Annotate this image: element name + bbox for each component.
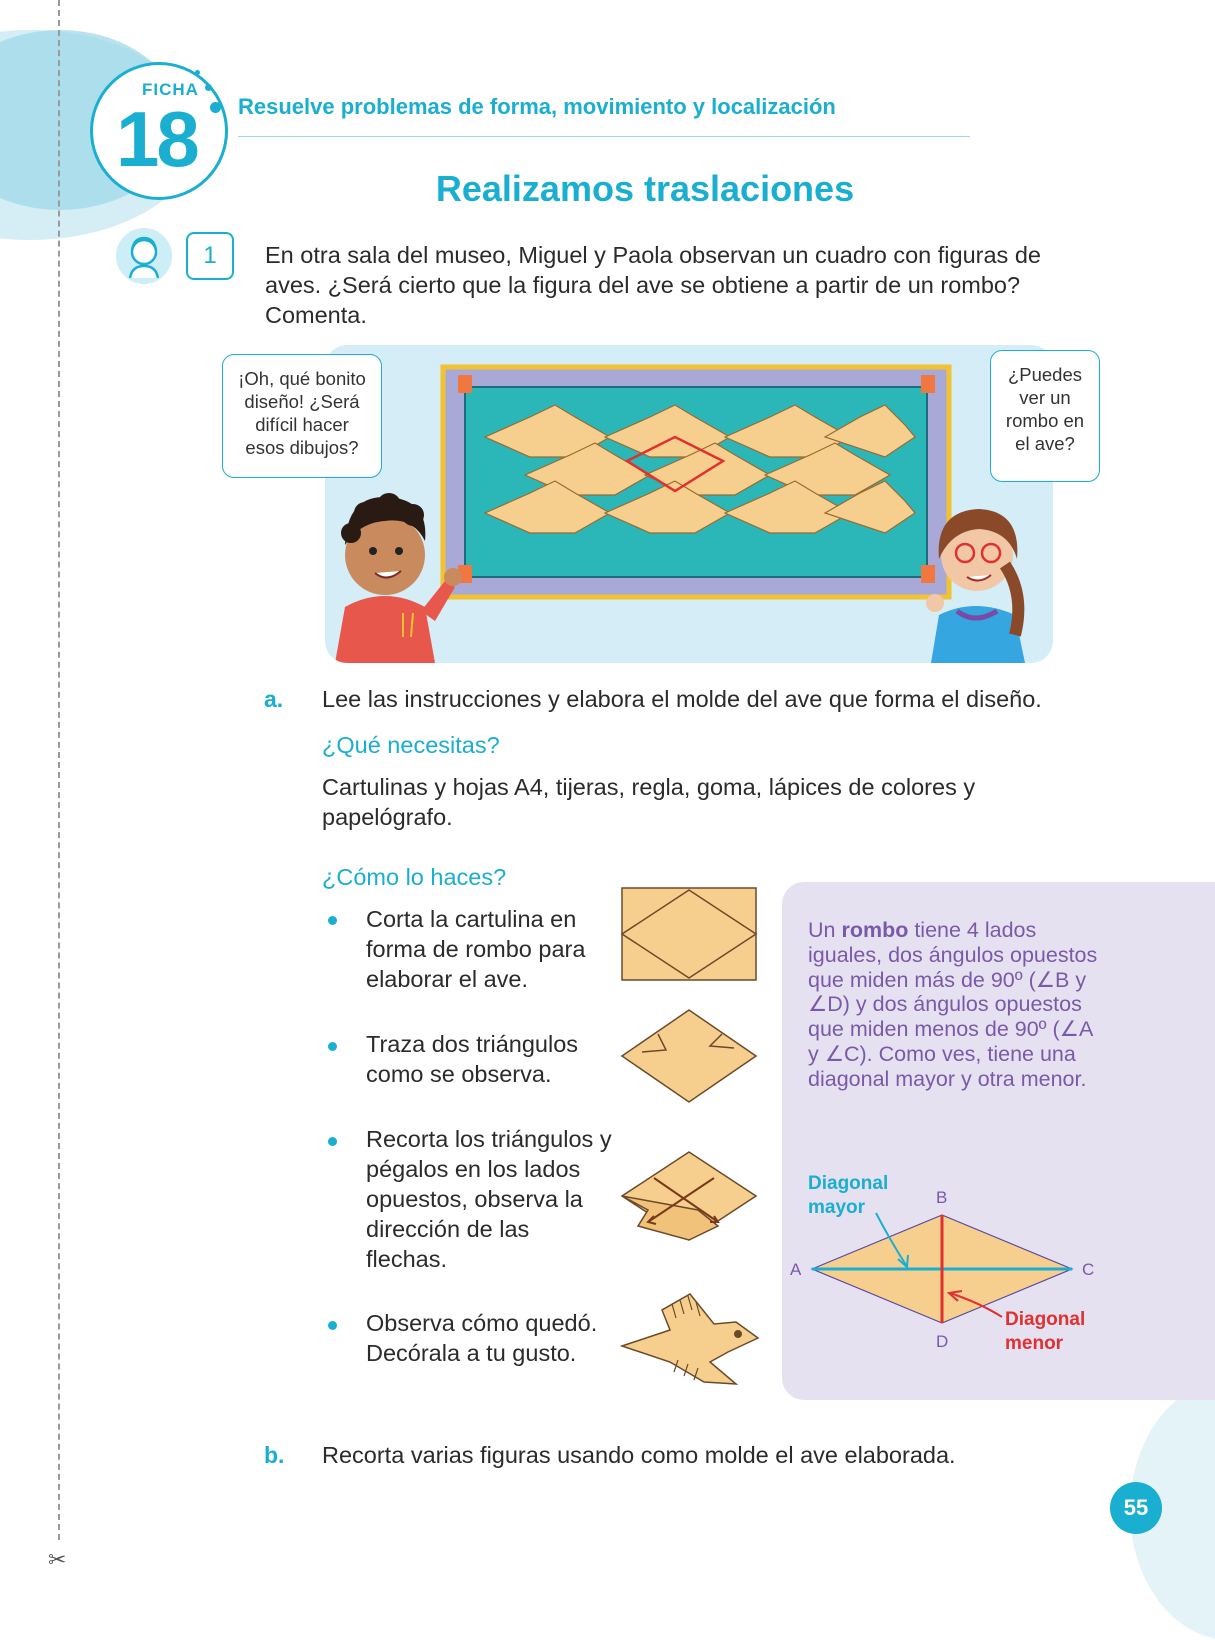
bubble-line: difícil hacer [255, 414, 349, 435]
step-1-rhombus-card-illustration [618, 884, 760, 984]
scissors-icon: ✂ [48, 1548, 67, 1573]
item-a-text: Lee las instrucciones y elabora el molde del ave que forma el diseño. [322, 686, 1042, 712]
bubble-line: diseño! ¿Será [244, 391, 360, 412]
how-heading: ¿Cómo lo haces? [322, 864, 507, 890]
diagonal-minor-label: Diagonal menor [1005, 1309, 1086, 1354]
vertex-d-label: D [936, 1332, 949, 1351]
speech-bubble-right [990, 350, 1100, 482]
competency-heading: Resuelve problemas de forma, movimiento y localización [238, 94, 836, 119]
decorative-dot [195, 70, 200, 75]
bubble-line: ¿Puedes [1007, 364, 1083, 385]
museum-scene-illustration [325, 345, 1053, 663]
vertex-a-label: A [790, 1260, 802, 1279]
bubble-line: ¡Oh, qué bonito [238, 368, 366, 389]
bubble-line: esos dibujos? [245, 437, 359, 458]
header-divider [238, 136, 970, 137]
step-4-text: Observa cómo quedó. Decórala a tu gusto. [366, 1310, 598, 1366]
needs-text: Cartulinas y hojas A4, tijeras, regla, goma, lápices de colores y papelógrafo. [322, 774, 976, 830]
step-3-text: Recorta los triángulos y pégalos en los lados opuestos, observa la dirección de las flechas. [366, 1126, 612, 1272]
decorative-dot [205, 84, 212, 91]
item-a-letter: a. [264, 686, 284, 712]
page-number: 55 [1110, 1482, 1162, 1534]
activity-intro: En otra sala del museo, Miguel y Paola observan un cuadro con figuras de aves. ¿Será cierto que la figura del ave se obtiene a partir de un rombo? Comenta. [265, 242, 1041, 328]
item-b-letter: b. [264, 1442, 285, 1468]
step-4-bird-illustration [618, 1288, 763, 1388]
bullet [328, 1321, 337, 1330]
bullet [328, 1042, 337, 1051]
activity-number: 1 [186, 232, 234, 280]
student-icon [116, 228, 172, 284]
bullet [328, 916, 337, 925]
bubble-line: ver un [1019, 387, 1071, 408]
step-2-text: Traza dos triángulos como se observa. [366, 1031, 579, 1087]
ficha-number: 18 [116, 95, 197, 183]
step-3-move-triangles-illustration [618, 1148, 760, 1252]
bullet [328, 1137, 337, 1146]
item-b-text: Recorta varias figuras usando como molde el ave elaborada. [322, 1442, 956, 1468]
vertex-c-label: C [1082, 1260, 1095, 1279]
needs-heading: ¿Qué necesitas? [322, 732, 500, 758]
step-1-text: Corta la cartulina en forma de rombo para elaborar el ave. [366, 906, 586, 992]
page-title: Realizamos traslaciones [435, 168, 855, 209]
cut-line [58, 0, 60, 1540]
bubble-line: rombo en [1005, 410, 1085, 431]
ficha-label: FICHA [142, 80, 199, 99]
speech-bubble-left [222, 354, 382, 478]
rhombus-definition: Un rombo tiene 4 lados iguales, dos ángulos opuestos que miden más de 90º (∠B y ∠D) y dos ángulos opuestos que miden menos de 90º (∠A y ∠C). Como ves, tiene una diagonal mayor y otra menor. [808, 918, 1098, 1091]
bubble-line: el ave? [1015, 433, 1075, 454]
step-2-triangles-illustration [618, 1004, 760, 1108]
vertex-b-label: B [936, 1188, 948, 1207]
decorative-dot [210, 102, 221, 113]
diagonal-major-label: Diagonal mayor [808, 1173, 889, 1218]
